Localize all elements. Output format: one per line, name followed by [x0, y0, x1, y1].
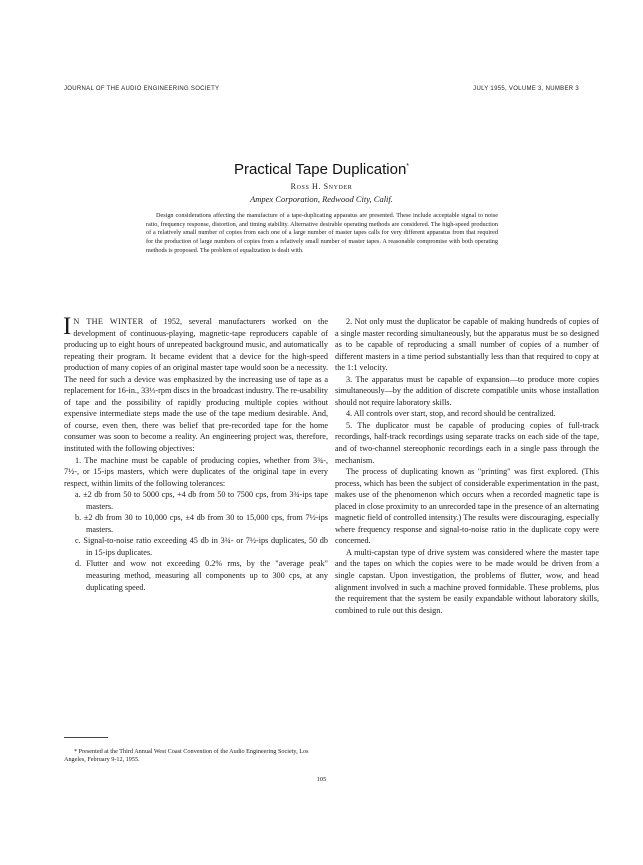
running-head — [64, 86, 579, 92]
tolerance-item-c: c. Signal-to-noise ratio exceeding 45 db in 3¾- or 7½-ips duplicates, 50 db in 15-ips duplicates. — [75, 536, 328, 557]
footnote: * Presented at the Third Annual West Coast Convention of the Audio Engineering Society, Los Angeles, February 9-12, 1955. — [64, 748, 309, 764]
left-column — [63, 313, 328, 593]
objective-4: 4. All controls over start, stop, and record should be centralized. — [346, 409, 556, 419]
intro-lead-caps: N THE WINTER — [73, 317, 144, 326]
intro-paragraph — [63, 313, 328, 455]
objective-3: 3. The apparatus must be capable of expansion—to produce more copies simultaneously—by the addition of discrete compatible units whose installation should not require laboratory skills. — [335, 374, 599, 407]
tolerance-item-d: d. Flutter and wow not exceeding 0.2% rms, by the "average peak" measuring method, measuring all components up to 300 cps, at any duplicating speed. — [75, 559, 328, 592]
page-number: 105 — [316, 776, 327, 783]
title-footnote-mark: * — [406, 163, 410, 170]
abstract: Design considerations affecting the manufacture of a tape-duplicating apparatus are presented. These include acceptable signal to noise ratio, frequency response, distortion, and timing stability. Alternative desirable operating methods are considered. The high-speed production of a relatively small number of copies from each one of a large number of master tapes calls for very different apparatus from that required for the production of large numbers of copies from a relatively small number of master tapes. A reasonable compromise with both operating methods is proposed. The problem of equalization is dealt with. — [146, 212, 498, 254]
objective-5: 5. The duplicator must be capable of producing copies of full-track recordings, half-track recordings using separate tracks on each side of the tape, and of two-channel stereophonic recordings each in a single pass through the mechanism. — [335, 420, 599, 465]
tolerance-item-a: a. ±2 db from 50 to 5000 cps, +4 db from 50 to 7500 cps, from 3¾-ips tape masters. — [75, 490, 328, 511]
author-name: Ross H. Snyder — [290, 182, 353, 191]
objective-2: 2. Not only must the duplicator be capable of making hundreds of copies of a single master recording simultaneously, but the apparatus must be so designed as to be capable of reproducing a small number of copies of a number of different masters in a time period substantially less than that required to copy at the 1:1 velocity. — [335, 317, 599, 373]
intro-text: of 1952, several manufacturers worked on the development of continuous-playing, magnetic-tape reproducers capable of producing up to eight hours of unrepeated background music, and automatically repeating their program. It became evident that a device for the high-speed production of many copies of an original master tape would soon be a necessity. The need for such a device was emphasized by the increasing use of tape as a replacement for 16-in., 33⅓-rpm discs in the broadcast industry. The re-usability of tape and the possibility of rapidly producing multiple copies without expensive intermediate steps made the use of the tape medium desirable. And, of course, even then, there was belief that pre-recorded tape for the home consumer was soon to become a reality. An engineering project was, therefore, instituted with the following objectives: — [64, 317, 328, 454]
objective-1: 1. The machine must be capable of producing copies, whether from 3¾-, 7½-, or 15-ips masters, which were duplicates of the original tape in every respect, within limits of the following tolerances: — [64, 455, 328, 488]
drop-cap: I — [63, 313, 72, 340]
tolerance-item-b: b. ±2 db from 30 to 10,000 cps, ±4 db from 30 to 15,000 cps, from 7½-ips masters. — [75, 513, 328, 534]
footnote-rule — [64, 737, 108, 738]
paper-title — [0, 161, 643, 178]
author-affiliation: Ampex Corporation, Redwood City, Calif. — [250, 194, 393, 204]
issue-info: JULY 1955, VOLUME 3, NUMBER 3 — [473, 86, 579, 92]
paper-title-text: Practical Tape Duplication — [233, 161, 407, 178]
multi-capstan-paragraph: A multi-capstan type of drive system was considered where the master tape and the tapes on which the copies were to be made would be driven from a single capstan. Upon investigation, the problems of flutter, wow, and head alignment involved in such a machine proved formidable. These problems, plus the requirement that the system be easily expandable without laboratory skills, combined to rule out this design. — [335, 547, 599, 615]
right-column — [335, 316, 599, 616]
journal-name: JOURNAL OF THE AUDIO ENGINEERING SOCIETY — [64, 86, 220, 92]
printing-paragraph: The process of duplicating known as "printing" was first explored. (This process, which has been the subject of considerable experimentation in the past, makes use of the phenomenon which occurs when a recorded magnetic tape is placed in close proximity to an unrecorded tape in the presence of an alternating magnetic field of controlled intensity.) The results were discouraging, especially where frequency response and signal-to-noise ratio in the duplicate copy were concerned. — [335, 467, 599, 546]
